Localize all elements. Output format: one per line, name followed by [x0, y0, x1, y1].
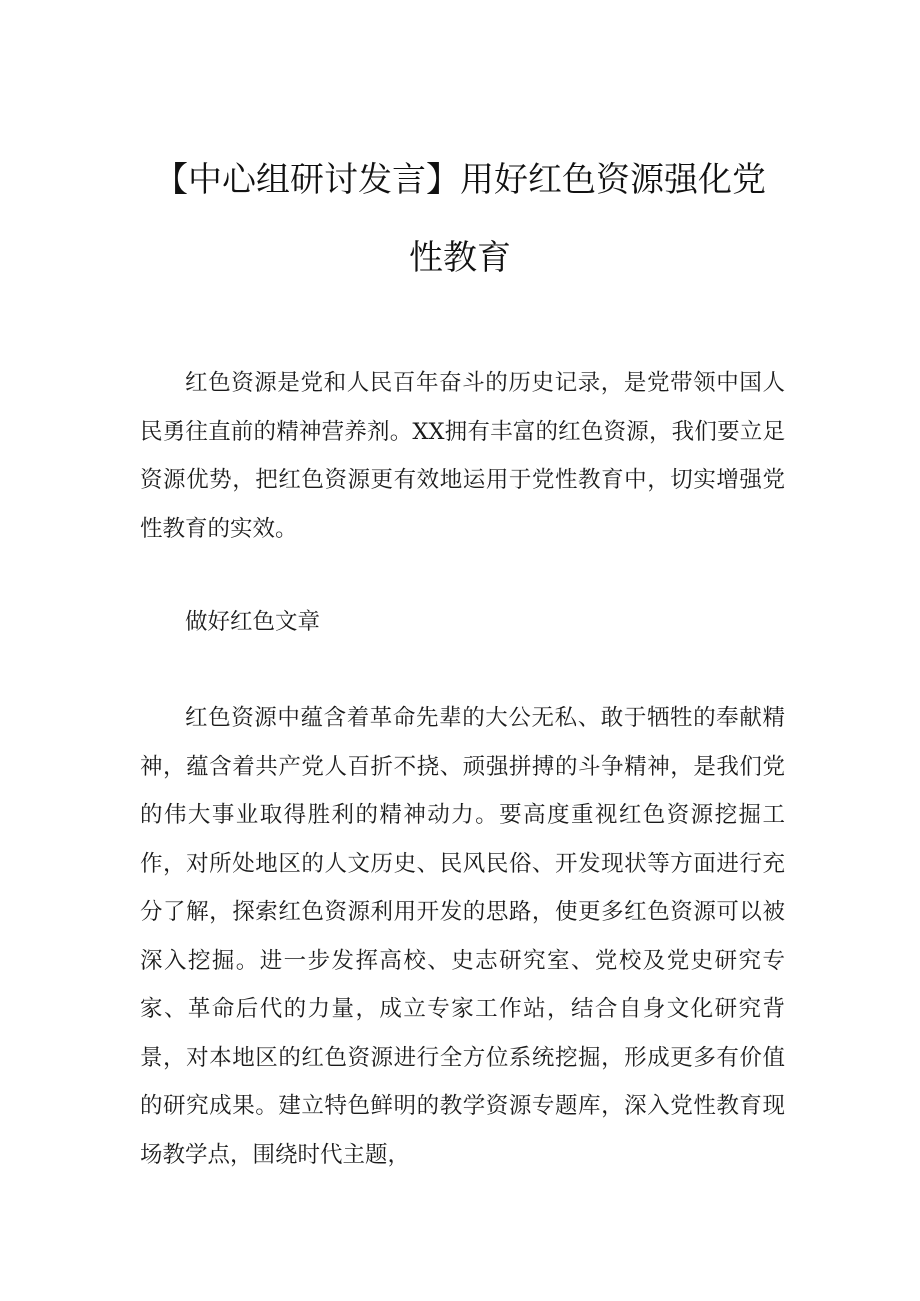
document-title-line-1: 【中心组研讨发言】用好红色资源强化党 — [154, 160, 766, 200]
document-title-line-2: 性教育 — [409, 238, 511, 278]
body-paragraph: 红色资源中蕴含着革命先辈的大公无私、敢于牺牲的奉献精神，蕴含着共产党人百折不挠、顽强拼搏的斗争精神，是我们党的伟大事业取得胜利的精神动力。要高度重视红色资源挖掘工作，对所处地区的人文历史、民风民俗、开发现状等方面进行充分了解，探索红色资源利用开发的思路，使更多红色资源可以被深入挖掘。进一步发挥高校、史志研究室、党校及党史研究专家、革命后代的力量，成立专家工作站，结合自身文化研究背景，对本地区的红色资源进行全方位系统挖掘，形成更多有价值的研究成果。建立特色鲜明的教学资源专题库，深入党性教育现场教学点，围绕时代主题， — [140, 705, 785, 1168]
intro-paragraph: 红色资源是党和人民百年奋斗的历史记录，是党带领中国人民勇往直前的精神营养剂。XX拥有丰富的红色资源，我们要立足资源优势，把红色资源更有效地运用于党性教育中，切实增强党性教育的实效。 — [140, 370, 785, 542]
section-heading: 做好红色文章 — [185, 609, 321, 635]
